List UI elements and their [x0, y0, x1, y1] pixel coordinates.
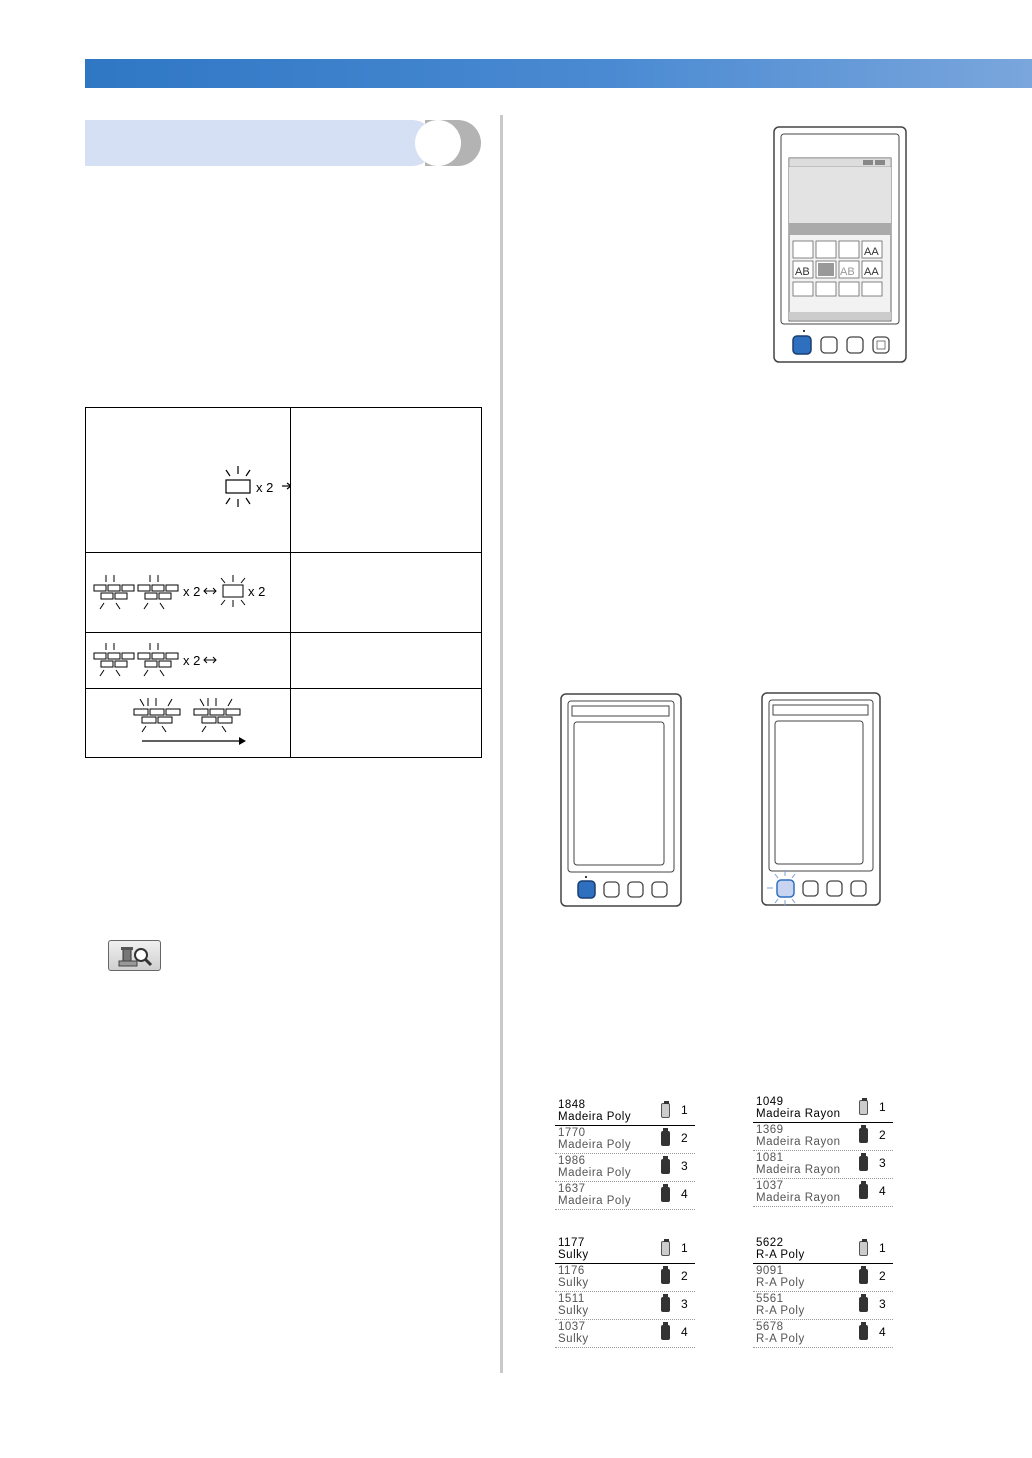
thread-brand: R-A Poly: [756, 1333, 805, 1345]
thread-spool-icon: [661, 1241, 670, 1256]
description-cell: [291, 553, 482, 633]
thread-row: [753, 1292, 893, 1320]
thread-code: 1177: [558, 1237, 585, 1249]
thread-brand: Madeira Rayon: [756, 1136, 841, 1148]
thread-spool-icon: [661, 1269, 670, 1284]
thread-spool-icon: [859, 1184, 868, 1199]
touch-panel-home-screen: [773, 126, 907, 363]
thread-row: [753, 1236, 893, 1264]
thread-code: 1037: [756, 1180, 784, 1192]
thread-search-icon: [109, 941, 162, 972]
thread-spool-icon: [859, 1156, 868, 1171]
thread-number: 3: [879, 1156, 886, 1170]
thread-code: 1081: [756, 1152, 784, 1164]
thread-brand: Madeira Poly: [558, 1167, 632, 1179]
description-cell: [291, 633, 482, 689]
thread-row: [753, 1151, 893, 1179]
thread-code: 1986: [558, 1155, 586, 1167]
thread-brand: R-A Poly: [756, 1249, 805, 1261]
thread-code: 1176: [558, 1265, 585, 1277]
thread-number: 2: [879, 1128, 886, 1142]
section-heading-bar: [85, 120, 481, 166]
thread-spool-icon: [661, 1325, 670, 1340]
thread-brand: Madeira Poly: [558, 1139, 632, 1151]
thread-number: 1: [879, 1241, 886, 1255]
thread-row: [753, 1264, 893, 1292]
thread-row: [555, 1264, 695, 1292]
header-bar: [85, 59, 1032, 88]
thread-spool-icon: [661, 1297, 670, 1312]
thread-number: 2: [879, 1269, 886, 1283]
multiplier-label: x 2: [183, 584, 201, 599]
thread-search-button[interactable]: [108, 940, 161, 971]
thread-brand: Sulky: [558, 1277, 589, 1289]
led-pattern-cell: [86, 689, 291, 758]
thread-table: [555, 1098, 695, 1210]
thread-number: 2: [681, 1269, 688, 1283]
thread-row: [555, 1182, 695, 1210]
svg-text:AA: AA: [864, 266, 879, 278]
svg-text:AB: AB: [795, 266, 810, 278]
thread-brand: R-A Poly: [756, 1305, 805, 1317]
thread-brand: Madeira Poly: [558, 1111, 632, 1123]
thread-row: [753, 1123, 893, 1151]
svg-text:AB: AB: [840, 266, 855, 278]
thread-brand: Sulky: [558, 1333, 589, 1345]
thread-spool-icon: [661, 1159, 670, 1174]
thread-spool-icon: [859, 1241, 868, 1256]
thread-row: [555, 1154, 695, 1182]
multiplier-label: x 2: [183, 653, 201, 668]
thread-row: [753, 1179, 893, 1207]
thread-spool-icon: [661, 1131, 670, 1146]
thread-row: [555, 1292, 695, 1320]
thread-brand: Madeira Rayon: [756, 1164, 841, 1176]
led-blink-twice-then-on-icon: [86, 408, 290, 547]
thread-number: 3: [681, 1297, 688, 1311]
thread-row: [555, 1236, 695, 1264]
multiplier-label: x 2: [256, 480, 274, 495]
thread-code: 1511: [558, 1293, 585, 1305]
thread-spool-icon: [859, 1325, 868, 1340]
thread-brand: Sulky: [558, 1305, 589, 1317]
thread-number: 1: [681, 1241, 688, 1255]
column-divider: [500, 115, 503, 1373]
thread-spool-icon: [859, 1297, 868, 1312]
thread-code: 1037: [558, 1321, 586, 1333]
thread-code: 1369: [756, 1124, 784, 1136]
thread-spool-icon: [661, 1187, 670, 1202]
led-sequential-icon: [86, 689, 290, 752]
thread-number: 3: [879, 1297, 886, 1311]
thread-table: [753, 1095, 893, 1207]
led-alternate-blink-icon: [86, 553, 290, 627]
thread-code: 1770: [558, 1127, 586, 1139]
description-cell: [291, 689, 482, 758]
led-pattern-cell: [86, 408, 291, 553]
thread-row: [555, 1098, 695, 1126]
thread-code: 1848: [558, 1099, 586, 1111]
description-cell: [291, 408, 482, 553]
thread-table: [753, 1236, 893, 1348]
led-pattern-cell: [86, 553, 291, 633]
thread-number: 3: [681, 1159, 688, 1173]
svg-text:AA: AA: [864, 246, 879, 258]
thread-code: 5561: [756, 1293, 784, 1305]
led-status-table: [85, 407, 482, 758]
thread-number: 1: [879, 1100, 886, 1114]
touch-panel-screensaver-blinking: [761, 692, 881, 908]
touch-panel-screensaver: [560, 693, 682, 907]
thread-number: 4: [681, 1325, 688, 1339]
thread-brand: R-A Poly: [756, 1277, 805, 1289]
thread-code: 1637: [558, 1183, 586, 1195]
thread-spool-icon: [859, 1128, 868, 1143]
thread-number: 2: [681, 1131, 688, 1145]
thread-code: 5678: [756, 1321, 784, 1333]
thread-number: 1: [681, 1103, 688, 1117]
thread-code: 1049: [756, 1096, 784, 1108]
thread-number: 4: [879, 1184, 886, 1198]
thread-row: [753, 1095, 893, 1123]
thread-row: [555, 1320, 695, 1348]
thread-row: [753, 1320, 893, 1348]
thread-spool-icon: [859, 1100, 868, 1115]
thread-brand: Madeira Rayon: [756, 1108, 841, 1120]
led-pattern-cell: [86, 633, 291, 689]
thread-code: 9091: [756, 1265, 784, 1277]
thread-number: 4: [681, 1187, 688, 1201]
thread-table: [555, 1236, 695, 1348]
thread-brand: Madeira Poly: [558, 1195, 632, 1207]
thread-brand: Sulky: [558, 1249, 589, 1261]
thread-spool-icon: [661, 1103, 670, 1118]
led-pair-blink-icon: [86, 633, 290, 683]
thread-brand: Madeira Rayon: [756, 1192, 841, 1204]
thread-spool-icon: [859, 1269, 868, 1284]
thread-number: 4: [879, 1325, 886, 1339]
thread-code: 5622: [756, 1237, 784, 1249]
multiplier-label: x 2: [248, 584, 266, 599]
thread-row: [555, 1126, 695, 1154]
